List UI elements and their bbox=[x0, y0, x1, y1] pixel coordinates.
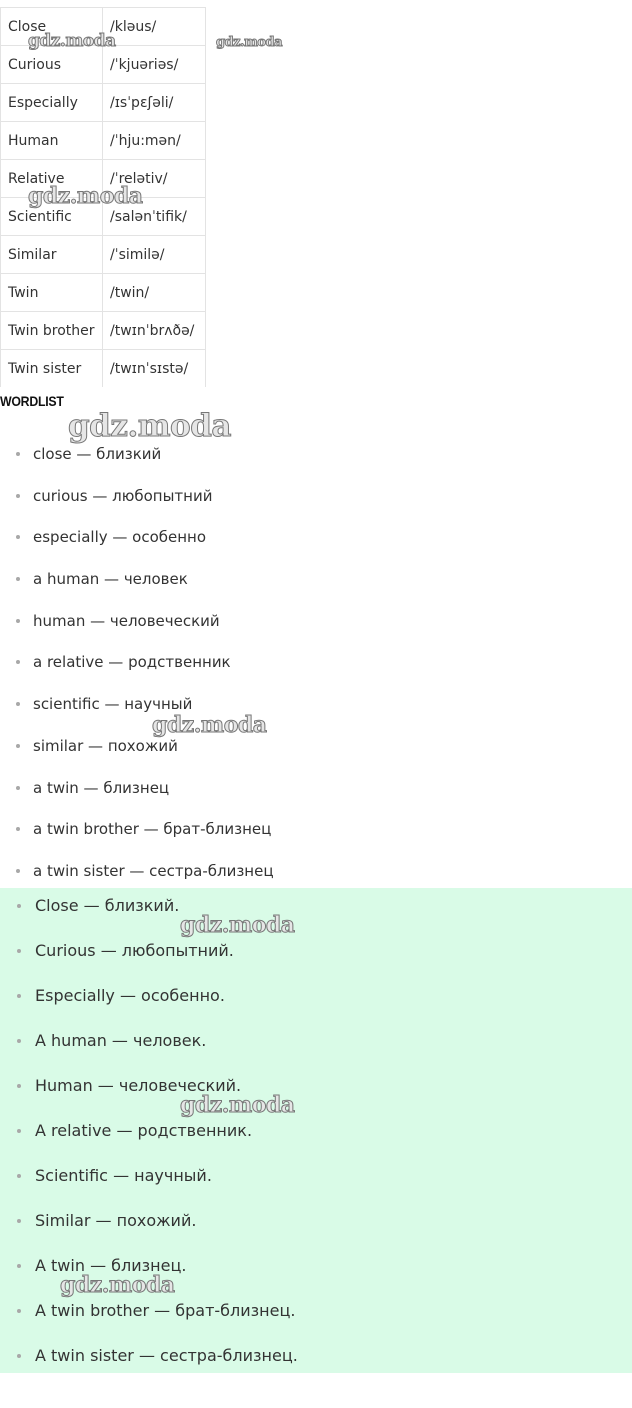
watermark: gdz.moda bbox=[68, 408, 231, 444]
table-row bbox=[1, 122, 206, 160]
answer-item: A twin — близнец. bbox=[0, 1248, 632, 1293]
word-cell: Especially bbox=[1, 84, 103, 122]
answer-item: Similar — похожий. bbox=[0, 1203, 632, 1248]
word-cell: Twin sister bbox=[1, 350, 103, 388]
watermark: gdz.moda bbox=[216, 35, 283, 50]
list-item: similar — похожий bbox=[0, 725, 632, 767]
table-row bbox=[1, 236, 206, 274]
answer-item: Human — человеческий. bbox=[0, 1068, 632, 1113]
table-row bbox=[1, 274, 206, 312]
word-cell: Scientific bbox=[1, 198, 103, 236]
word-cell: Curious bbox=[1, 46, 103, 84]
ipa-cell: /twɪnˈsɪstə/ bbox=[103, 350, 206, 388]
list-item: a twin — близнец bbox=[0, 767, 632, 809]
table-row bbox=[1, 350, 206, 388]
answer-box bbox=[0, 888, 632, 1373]
watermark: gdz.moda bbox=[180, 912, 295, 938]
watermark: gdz.moda bbox=[28, 31, 116, 51]
ipa-cell: /ˈrelətiv/ bbox=[103, 160, 206, 198]
list-item: human — человеческий bbox=[0, 600, 632, 642]
list-item: a relative — родственник bbox=[0, 641, 632, 683]
watermark: gdz.moda bbox=[60, 1272, 175, 1298]
answer-item: A human — человек. bbox=[0, 1023, 632, 1068]
list-item: a twin brother — брат-близнец bbox=[0, 808, 632, 850]
answer-item: Curious — любопытний. bbox=[0, 933, 632, 978]
ipa-cell: /ˈkjuəriəs/ bbox=[103, 46, 206, 84]
word-cell: Twin brother bbox=[1, 312, 103, 350]
word-cell: Close bbox=[1, 8, 103, 46]
wordlist-heading: WORDLIST bbox=[0, 393, 64, 409]
ipa-cell: /ˈhju:mən/ bbox=[103, 122, 206, 160]
ipa-cell: /kləus/ bbox=[103, 8, 206, 46]
answer-item: A twin sister — сестра-близнец. bbox=[0, 1338, 632, 1383]
list-item: a twin sister — сестра-близнец bbox=[0, 850, 632, 892]
ipa-cell: /ɪsˈpɛʃəli/ bbox=[103, 84, 206, 122]
answer-list bbox=[0, 888, 632, 1383]
ipa-cell: /salənˈtifik/ bbox=[103, 198, 206, 236]
answer-item: A twin brother — брат-близнец. bbox=[0, 1293, 632, 1338]
table-row bbox=[1, 46, 206, 84]
list-item: a human — человек bbox=[0, 558, 632, 600]
word-cell: Twin bbox=[1, 274, 103, 312]
answer-item: Close — близкий. bbox=[0, 888, 632, 933]
watermark: gdz.moda bbox=[152, 712, 267, 738]
list-item: scientific — научный bbox=[0, 683, 632, 725]
list-item: close — близкий bbox=[0, 433, 632, 475]
ipa-cell: /ˈsimilə/ bbox=[103, 236, 206, 274]
answer-item: Scientific — научный. bbox=[0, 1158, 632, 1203]
word-cell: Similar bbox=[1, 236, 103, 274]
watermark: gdz.moda bbox=[28, 183, 143, 209]
answer-item: Especially — особенно. bbox=[0, 978, 632, 1023]
list-item: curious — любопытний bbox=[0, 475, 632, 517]
word-cell: Relative bbox=[1, 160, 103, 198]
list-item: especially — особенно bbox=[0, 516, 632, 558]
wordlist bbox=[0, 433, 632, 892]
ipa-cell: /twɪnˈbrʌðə/ bbox=[103, 312, 206, 350]
watermark: gdz.moda bbox=[180, 1092, 295, 1118]
ipa-cell: /twin/ bbox=[103, 274, 206, 312]
table-row bbox=[1, 312, 206, 350]
answer-item: A relative — родственник. bbox=[0, 1113, 632, 1158]
table-row bbox=[1, 84, 206, 122]
word-cell: Human bbox=[1, 122, 103, 160]
